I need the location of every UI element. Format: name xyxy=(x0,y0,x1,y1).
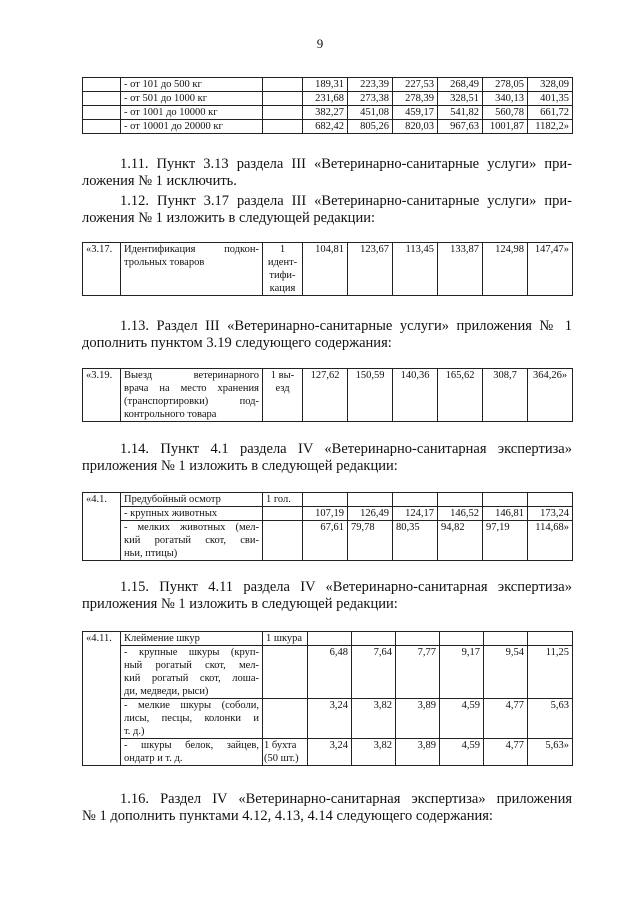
table-row: - мелких животных (мел- кий рогатый скот, сви- ньи, птицы) 67,61 79,78 80,35 94,82 97,19 114,68» xyxy=(83,521,573,561)
table-3-17 xyxy=(82,242,573,296)
paragraph-1-15: 1.15. Пункт 4.11 раздела IV «Ветеринарно-санитарная экспертиза» приложения № 1 изложить в следующей редакции: xyxy=(82,579,572,612)
table-row: «4.1. Предубойный осмотр 1 гол. xyxy=(83,493,573,507)
table-row: - шкуры белок, зайцев, ондатр и т. д. 1 бухта (50 шт.) 3,24 3,82 3,89 4,59 4,77 5,63» xyxy=(83,739,573,766)
table-weight-rates xyxy=(82,77,573,134)
table-row: «3.19. Выезд ветеринарного врача на место хранения (транспортировки) под- контрольного товара 1 вы- езд 127,62 150,59 140,36 165,62 308,7 364,26» xyxy=(83,369,573,422)
page-number: 9 xyxy=(316,36,324,51)
table-4-1 xyxy=(82,492,573,561)
paragraph-1-16: 1.16. Раздел IV «Ветеринарно-санитарная экспертиза» приложения № 1 дополнить пунктами 4.12, 4.13, 4.14 следующего содержания: xyxy=(82,791,572,824)
table-3-19 xyxy=(82,368,573,422)
table-row: - от 10001 до 20000 кг 682,42 805,26 820,03 967,63 1001,87 1182,2» xyxy=(83,120,573,134)
table-row: - крупных животных 107,19 126,49 124,17 146,52 146,81 173,24 xyxy=(83,507,573,521)
table-row: - мелкие шкуры (соболи, лисы, песцы, колонки и т. д.) 3,24 3,82 3,89 4,59 4,77 5,63 xyxy=(83,699,573,739)
paragraph-1-13: 1.13. Раздел III «Ветеринарно-санитарные услуги» приложения № 1 дополнить пунктом 3.19 следующего содержания: xyxy=(82,318,572,351)
table-row: - от 101 до 500 кг 189,31 223,39 227,53 268,49 278,05 328,09 xyxy=(83,78,573,92)
table-row: - от 1001 до 10000 кг 382,27 451,08 459,17 541,82 560,78 661,72 xyxy=(83,106,573,120)
paragraph-1-14: 1.14. Пункт 4.1 раздела IV «Ветеринарно-санитарная экспертиза» приложения № 1 изложить в следующей редакции: xyxy=(82,441,572,474)
table-row: «4.11. Клеймение шкур 1 шкура xyxy=(83,632,573,646)
table-row: - крупные шкуры (круп- ный рогатый скот, мел- кий рогатый скот, лоша- ди, медведи, рыси) 6,48 7,64 7,77 9,17 9,54 11,25 xyxy=(83,646,573,699)
paragraph-1-12: 1.12. Пункт 3.17 раздела III «Ветеринарно-санитарные услуги» при- ложения № 1 изложить в следующей редакции: xyxy=(82,193,572,226)
table-row: - от 501 до 1000 кг 231,68 273,38 278,39 328,51 340,13 401,35 xyxy=(83,92,573,106)
paragraph-1-11: 1.11. Пункт 3.13 раздела III «Ветеринарно-санитарные услуги» при- ложения № 1 исключить. xyxy=(82,156,572,189)
table-row: «3.17. Идентификация подкон- трольных товаров 1 идент- тифи- кация 104,81 123,67 113,45 133,87 124,98 147,47» xyxy=(83,243,573,296)
table-4-11 xyxy=(82,631,573,766)
